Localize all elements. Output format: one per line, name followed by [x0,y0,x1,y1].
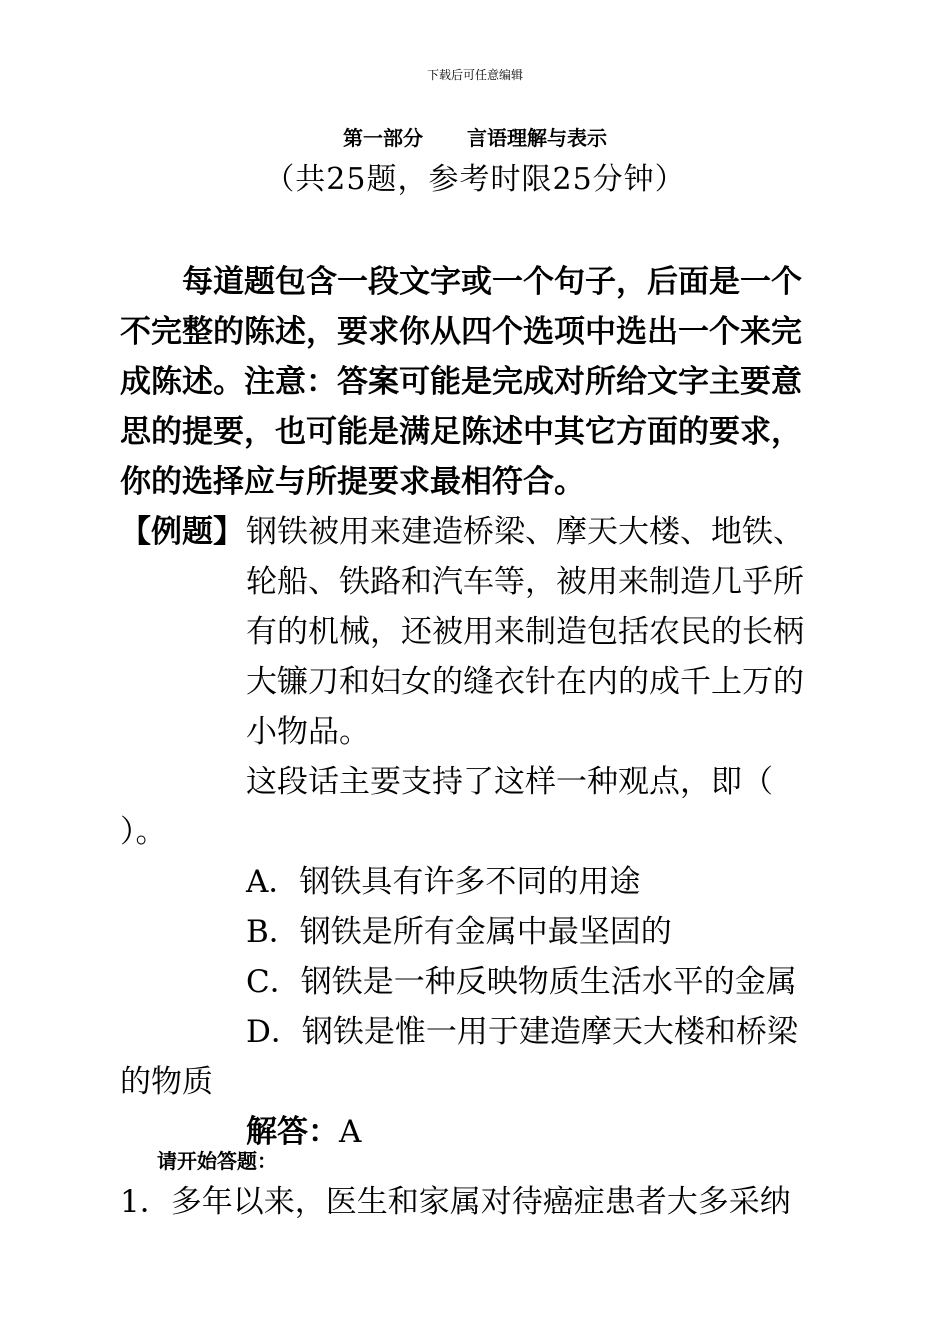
option-b: B．钢铁是所有金属中最坚固的 [246,914,672,950]
answer-label: 解答： [246,1114,339,1150]
option-d-continuation: 的物质 [120,1064,213,1100]
option-d: D．钢铁是惟一用于建造摩天大楼和桥梁 [246,1014,798,1050]
answer-value: A [339,1114,362,1150]
start-label: 请开始答题： [157,1149,277,1173]
part-label: 第一部分 [343,126,423,150]
header-note: 下载后可任意编辑 [426,68,523,82]
example-passage-line: 大镰刀和妇女的缝衣针在内的成千上万的 [246,664,804,700]
instruction-line: 你的选择应与所提要求最相符合。 [120,464,585,500]
option-c: C．钢铁是一种反映物质生活水平的金属 [246,964,797,1000]
instruction-line: 每道题包含一段文字或一个句子，后面是一个 [182,264,802,300]
subtitle: （共25题，参考时限25分钟） [264,162,686,197]
part-name: 言语理解与表示 [467,126,607,150]
instruction-line: 成陈述。注意：答案可能是完成对所给文字主要意 [120,364,802,400]
instruction-line: 不完整的陈述，要求你从四个选项中选出一个来完 [120,314,802,350]
example-passage-line: 小物品。 [246,714,370,750]
example-question: 这段话主要支持了这样一种观点，即（ [246,764,773,800]
option-a: A．钢铁具有许多不同的用途 [246,864,641,900]
example-passage-line: 钢铁被用来建造桥梁、摩天大楼、地铁、 [246,514,804,550]
part-title [0,122,950,151]
question-1-line: 1．多年以来，医生和家属对待癌症患者大多采纳 [120,1184,791,1220]
example-tag: 【例题】 [120,514,244,550]
example-passage-line: 轮船、铁路和汽车等，被用来制造几乎所 [246,564,804,600]
instruction-line: 思的提要，也可能是满足陈述中其它方面的要求， [120,414,802,450]
example-question-end: ）。 [120,814,167,850]
example-passage-line: 有的机械，还被用来制造包括农民的长柄 [246,614,804,650]
